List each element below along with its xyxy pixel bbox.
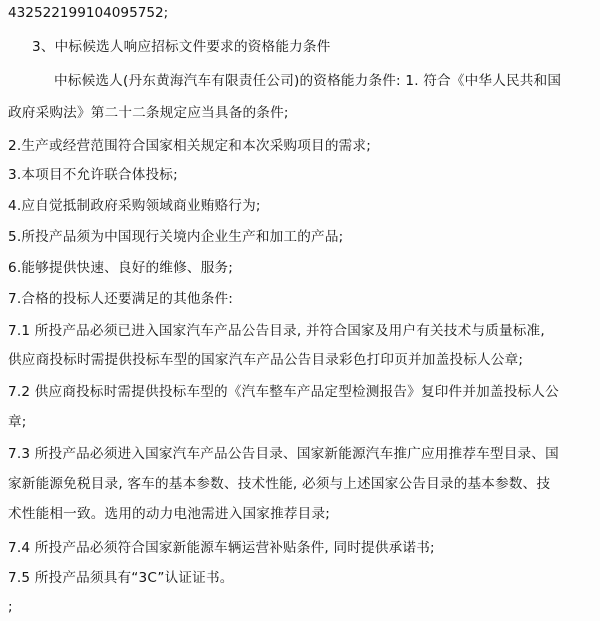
section-heading: 3、中标候选人响应招标文件要求的资格能力条件: [32, 39, 331, 55]
intro-line-2: 政府采购法》第二十二条规定应当具备的条件;: [8, 105, 289, 121]
list-item-7-4: 7.4 所投产品必须符合国家新能源车辆运营补贴条件, 同时提供承诺书;: [8, 540, 435, 556]
intro-line-1: 中标候选人(丹东黄海汽车有限责任公司)的资格能力条件: 1. 符合《中华人民共和国: [54, 73, 562, 89]
list-item-7: 7.合格的投标人还要满足的其他条件:: [8, 291, 234, 307]
list-item-7-3-line-2: 家新能源免税目录, 客车的基本参数、技术性能, 必须与上述国家公告目录的基本参数、技: [8, 476, 551, 492]
list-item-7-2-line-2: 章;: [8, 414, 27, 430]
list-item-4: 4.应自觉抵制政府采购领域商业贿赂行为;: [8, 198, 261, 214]
list-item-7-1-line-2: 供应商投标时需提供投标车型的国家汽车产品公告目录彩色打印页并加盖投标人公章;: [8, 352, 524, 368]
list-item-7-2-line-1: 7.2 供应商投标时需提供投标车型的《汽车整车产品定型检测报告》复印件并加盖投标人公: [8, 384, 559, 400]
list-item-7-5: 7.5 所投产品须具有“3C”认证证书。: [8, 570, 234, 586]
trailing-semicolon: ;: [8, 599, 13, 615]
list-item-3: 3.本项目不允许联合体投标;: [8, 167, 178, 183]
list-item-7-3-line-1: 7.3 所投产品必须进入国家汽车产品公告目录、国家新能源汽车推广应用推荐车型目录、国: [8, 446, 559, 462]
list-item-5: 5.所投产品须为中国现行关境内企业生产和加工的产品;: [8, 229, 344, 245]
list-item-6: 6.能够提供快速、良好的维修、服务;: [8, 260, 234, 276]
list-item-7-1-line-1: 7.1 所投产品必须已进入国家汽车产品公告目录, 并符合国家及用户有关技术与质量标准,: [8, 323, 545, 339]
list-item-2: 2.生产或经营范围符合国家相关规定和本次采购项目的需求;: [8, 138, 371, 154]
list-item-7-3-line-3: 术性能相一致。选用的动力电池需进入国家推荐目录;: [8, 506, 331, 522]
id-number-line: 432522199104095752;: [8, 5, 169, 21]
